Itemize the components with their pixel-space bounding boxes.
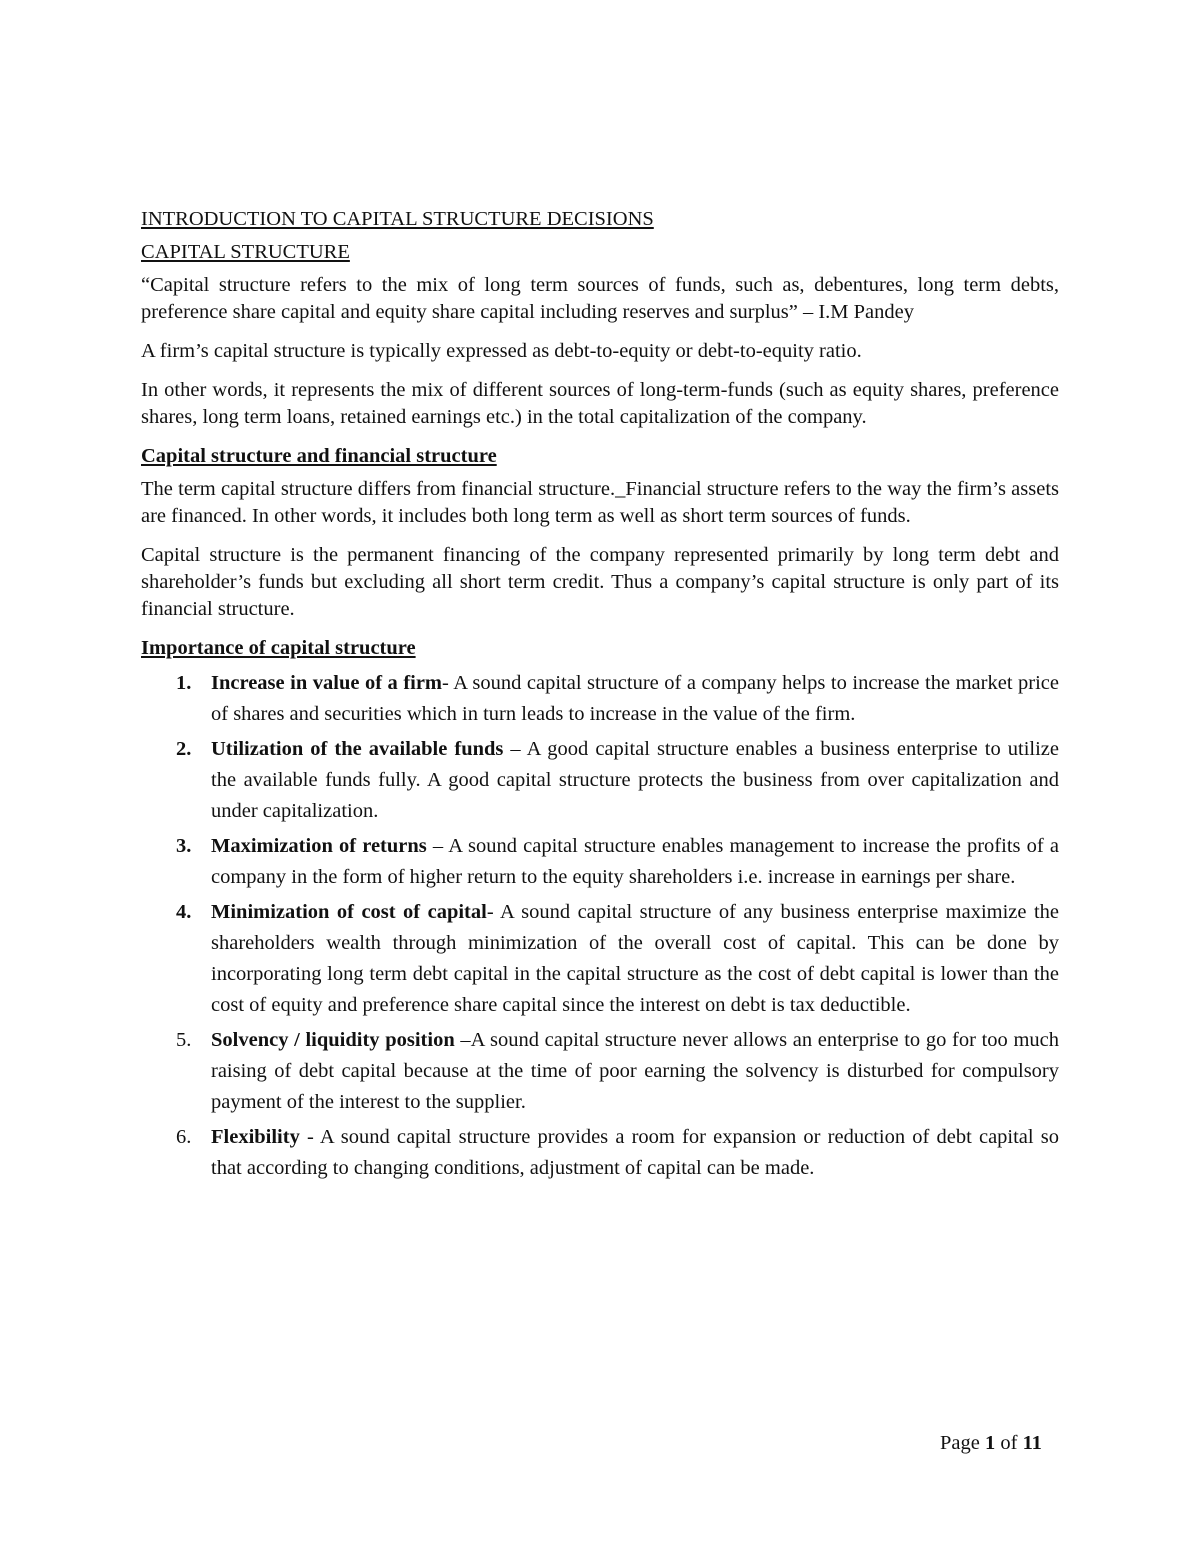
list-item [141,668,1059,730]
page-total: 11 [1022,1432,1042,1454]
list-term: Utilization of the available funds [211,738,504,760]
list-number: 4. [176,901,192,923]
ratio-paragraph: A firm’s capital structure is typically expressed as debt-to-equity or debt-to-equity ratio. [141,340,862,362]
list-item [141,897,1059,1021]
list-text: – A good capital structure enables a business enterprise to utilize the available funds fully. A good capital structure protects the business from over capitalization and under capitalization. [211,738,1059,822]
subheading-importance: Importance of capital structure [141,637,416,659]
of-label: of [995,1432,1023,1454]
financial-structure-paragraph: The term capital structure differs from financial structure._Financial structure refers to the way the firm’s assets are financed. In other words, it includes both long term as well as short term sources of funds. [141,478,1059,527]
list-item [141,1025,1059,1118]
list-number: 6. [176,1126,192,1148]
other-words-paragraph: In other words, it represents the mix of different sources of long-term-funds (such as equity shares, preference shares, long term loans, retained earnings etc.) in the total capitalization of the company. [141,379,1059,428]
list-text: - A sound capital structure of a company helps to increase the market price of shares and securities which in turn leads to increase in the value of the firm. [211,672,1059,725]
list-number: 1. [176,672,192,694]
capital-structure-paragraph: Capital structure is the permanent financing of the company represented primarily by long term debt and shareholder’s funds but excluding all short term credit. Thus a company’s capital structure is only part of its financial structure. [141,544,1059,620]
document-title: INTRODUCTION TO CAPITAL STRUCTURE DECISIONS [141,208,654,230]
section-heading: CAPITAL STRUCTURE [141,241,350,263]
list-term: Minimization of cost of capital [211,901,487,923]
list-term: Solvency / liquidity position [211,1029,455,1051]
list-number: 2. [176,738,192,760]
subheading-capital-vs-financial: Capital structure and financial structure [141,445,497,467]
list-item [141,831,1059,893]
list-term: Maximization of returns [211,835,427,857]
page-current: 1 [984,1432,996,1454]
list-text: – A sound capital structure enables management to increase the profits of a company in the form of higher return to the equity shareholders i.e. increase in earnings per share. [211,835,1059,888]
importance-list [141,668,1059,1184]
list-item [141,734,1059,827]
page-footer [940,1430,1042,1457]
list-number: 3. [176,835,192,857]
list-term: Flexibility [211,1126,300,1148]
list-item [141,1122,1059,1184]
definition-quote: “Capital structure refers to the mix of long term sources of funds, such as, debentures, long term debts, preference share capital and equity share capital including reserves and surplus” – I.M Pandey [141,274,1059,323]
list-number: 5. [176,1029,192,1051]
list-text: –A sound capital structure never allows an enterprise to go for too much raising of debt capital because at the time of poor earning the solvency is disturbed for compulsory payment of the interest to the supplier. [211,1029,1059,1113]
document-page [141,206,1059,1188]
list-text: - A sound capital structure provides a room for expansion or reduction of debt capital so that according to changing conditions, adjustment of capital can be made. [211,1126,1059,1179]
list-text: - A sound capital structure of any business enterprise maximize the shareholders wealth through minimization of the overall cost of capital. This can be done by incorporating long term debt capital in the capital structure as the cost of debt capital is lower than the cost of equity and preference share capital since the interest on debt is tax deductible. [211,901,1060,1016]
list-term: Increase in value of a firm [211,672,443,694]
page-label: Page [940,1432,985,1454]
